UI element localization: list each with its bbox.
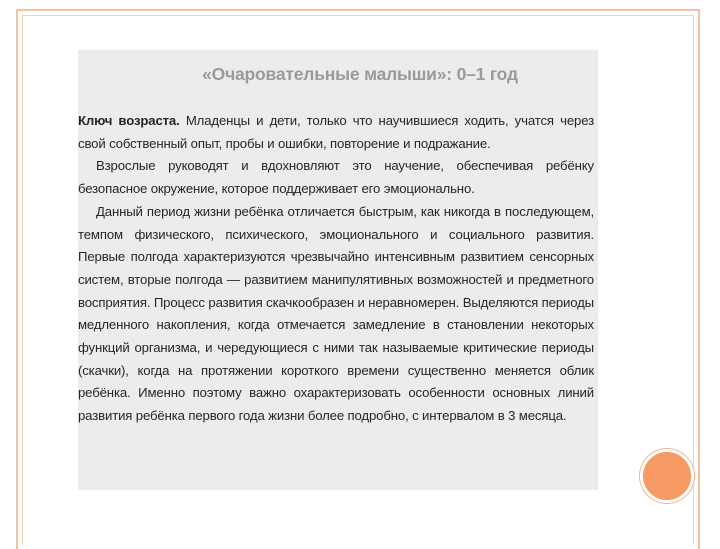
paragraph-development: Данный период жизни ребёнка отличается быстрым, как никогда в последующем, темпом физического, психического, эмоционального и социального развития. Первые полгода характеризуются чрезвычайно интенсивным развитием сенсорных систем, вторые полгода — развитием манипулятивных возможностей и предметного восприятия. Процесс развития скачкообразен и неравномерен. Выделяются периоды медленного накопления, когда отмечается замедление в становлении некоторых функций организма, и чередующиеся с ними так называемые критические периоды (скачки), когда на протяжении короткого времени существенно меняется облик ребёнка. Именно поэтому важно охарактеризовать особенности основных линий развития ребёнка первого года жизни более подробно, с интервалом в 3 месяца. xyxy=(78,203,594,424)
paragraph-adults: Взрослые руководят и вдохновляют это научение, обеспечивая ребёнку безопасное окружение, которое поддерживает его эмоционально. xyxy=(78,158,594,197)
paragraph-age-key xyxy=(78,110,594,155)
page-title: «Очаровательные малыши»: 0–1 год xyxy=(202,64,518,84)
body-text xyxy=(78,110,594,428)
decorative-circle xyxy=(640,449,694,503)
age-key-label: Ключ возраста. xyxy=(78,113,180,128)
age-key-text: Младенцы и дети, только что научившиеся ходить, учатся через свой собственный опыт, пробы и ошибки, повторение и подражание. xyxy=(78,113,594,151)
